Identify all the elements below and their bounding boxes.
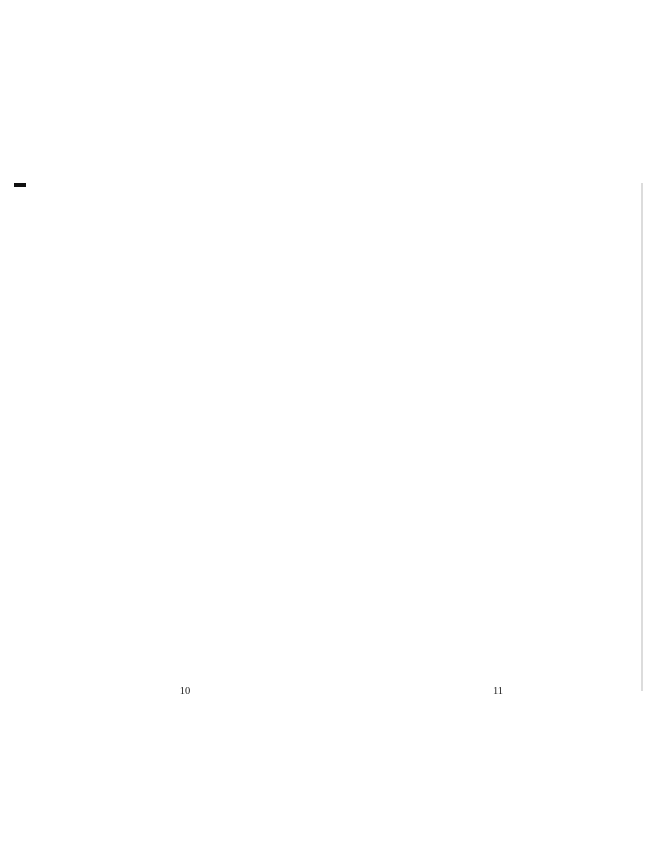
left-page-number: 10 xyxy=(179,686,191,697)
left-page-text xyxy=(28,200,328,670)
right-page-text xyxy=(351,200,643,670)
edge-mark xyxy=(14,183,26,187)
right-page-number: 11 xyxy=(492,686,504,697)
